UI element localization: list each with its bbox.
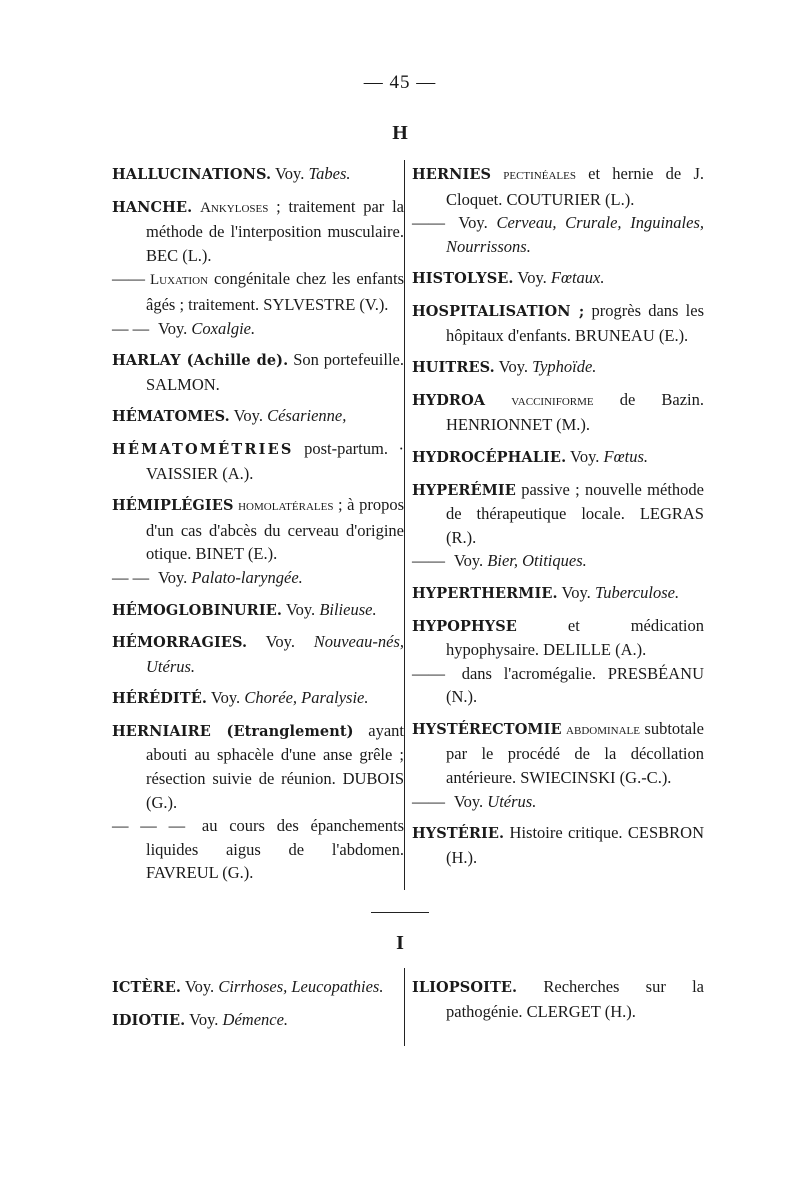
entry-subject: vacciniforme [511, 392, 594, 409]
entry-text: Son portefeuille. SALMON. [146, 350, 404, 394]
sub-entry-dash: —— [112, 269, 145, 289]
sub-entry [112, 814, 404, 885]
index-entry [412, 717, 704, 813]
sub-entry-dash: —— [412, 791, 445, 811]
sub-entry [112, 267, 404, 316]
cross-reference: Fœtus. [603, 446, 648, 466]
entry-text: Voy. [494, 357, 533, 377]
entry-text: de Bazin. HENRIONNET (M.). [446, 389, 704, 435]
i-right-column [412, 975, 704, 1031]
sub-entry [412, 790, 704, 814]
entry-text: Voy. [185, 1009, 223, 1029]
entry-text: Histoire critique. CESBRON (H.). [446, 823, 704, 867]
entry-text: Voy. [513, 268, 551, 288]
cross-reference: Utérus. [487, 791, 537, 811]
entry-text: au cours des épanchements liquides aigus de l'abdomen. FAVREUL (G.). [146, 816, 404, 883]
i-left-column [112, 975, 404, 1040]
index-entry [112, 437, 404, 485]
entry-text: post-partum. · VAISSIER (A.). [146, 438, 404, 483]
entry-text: ayant abouti au sphacèle d'une anse grêle ; résection suivie de réunion. DUBOIS (G.). [146, 720, 405, 812]
index-entry [112, 404, 404, 429]
index-entry [112, 348, 404, 396]
entry-text: et médication hypophysaire. DELILLE (A.). [446, 615, 704, 660]
entry-heading: HÉMIPLÉGIES [112, 497, 234, 515]
entry-heading: HÉMATOMES. [112, 408, 230, 426]
cross-reference: Tuberculose. [594, 582, 680, 602]
cross-reference: Cirrhoses, Leucopathies. [218, 977, 384, 996]
index-entry [412, 266, 704, 291]
sub-entry-dash: — — [112, 318, 150, 338]
index-entry [112, 1008, 404, 1033]
cross-reference: Cerveau, Crurale, Inguinales, Nourrissons. [446, 213, 705, 256]
sub-entry [412, 662, 704, 709]
index-entry [112, 195, 404, 341]
entry-heading: HÉMOGLOBINURIE. [112, 601, 283, 619]
cross-reference: Typhoïde. [532, 357, 597, 377]
index-entry [412, 581, 704, 606]
sub-entry [412, 211, 705, 258]
entry-heading: HÉRÉDITÉ. [112, 690, 208, 708]
entry-text: Recherches sur la pathogénie. CLERGET (H.). [446, 977, 704, 1021]
index-entry [112, 719, 404, 885]
entry-text: Voy. [566, 446, 604, 466]
entry-text: subtotale par le procédé de la décollation antérieure. SWIECINSKI (G.-C.). [446, 718, 704, 788]
h-right-column [412, 162, 704, 877]
entry-text: Voy. [450, 551, 488, 571]
entry-heading: HYPERÉMIE [412, 481, 516, 499]
entry-subject: pectinéales [503, 167, 576, 183]
entry-heading: HERNIES [412, 166, 492, 183]
cross-reference: Palato-laryngée. [191, 567, 303, 587]
entry-subject: Luxation [150, 272, 209, 289]
index-entry [112, 493, 404, 589]
entry-heading: HYPERTHERMIE. [412, 584, 558, 602]
entry-heading: HARLAY (Achille de). [112, 352, 289, 370]
section-heading-h: H [392, 122, 408, 144]
index-entry [112, 162, 404, 187]
cross-reference: Chorée, Paralysie. [244, 688, 369, 708]
index-entry [412, 478, 704, 573]
entry-text: Voy. [154, 567, 192, 587]
sub-entry-dash: —— [412, 551, 445, 571]
index-entry [412, 355, 704, 380]
index-entry [112, 630, 404, 678]
cross-reference: Tabes. [308, 164, 351, 183]
index-entry [412, 299, 704, 347]
entry-heading: HYPOPHYSE [412, 617, 517, 635]
section-separator [371, 912, 429, 913]
entry-text: Voy. [450, 213, 497, 233]
entry-heading: HYSTÉRIE. [412, 825, 505, 843]
entry-text: et hernie de J. Cloquet. COUTURIER (L.). [446, 164, 704, 209]
index-entry [112, 975, 404, 1000]
entry-text: dans l'acromégalie. PRESBÉANU (N.). [446, 663, 704, 707]
cross-reference: Césarienne, [267, 406, 347, 426]
cross-reference: Nouveau-nés, Utérus. [146, 632, 404, 676]
entry-text: Voy. [557, 582, 595, 602]
entry-text: ; à propos d'un cas d'abcès du cerveau d'origine otique. BINET (E.). [146, 495, 404, 564]
entry-text: Voy. [181, 977, 219, 996]
entry-heading: HYDROCÉPHALIE. [412, 448, 567, 466]
entry-text: Voy. [282, 599, 320, 619]
entry-heading: HALLUCINATIONS. [112, 166, 272, 183]
entry-heading: IDIOTIE. [112, 1011, 186, 1029]
entry-text: ; traitement par la méthode de l'interposition musculaire. BEC (L.). [146, 196, 405, 265]
sub-entry-dash: —— [412, 213, 445, 233]
entry-heading: HYDROA [412, 391, 486, 409]
sub-entry [112, 317, 404, 341]
index-entry [412, 975, 704, 1023]
sub-entry-dash: —— [412, 663, 445, 683]
index-entry [412, 162, 704, 258]
cross-reference: Coxalgie. [191, 318, 256, 338]
entry-subject: abdominale [566, 721, 640, 738]
page-number: — 45 — [363, 72, 437, 93]
section-heading-i: I [396, 932, 404, 954]
entry-text: Voy. [271, 164, 309, 183]
sub-entry [412, 549, 704, 573]
entry-subject: homolatérales [238, 498, 334, 515]
h-left-column [112, 162, 404, 893]
entry-heading: HISTOLYSE. [412, 270, 514, 288]
index-entry [412, 614, 704, 709]
entry-text: progrès dans les hôpitaux d'enfants. BRUNEAU (E.). [446, 300, 704, 345]
entry-heading: HÉMORRAGIES. [112, 634, 248, 652]
index-entry [412, 821, 704, 869]
cross-reference: Bilieuse. [319, 599, 377, 619]
cross-reference: Fœtaux. [550, 268, 605, 288]
entry-heading: HANCHE. [112, 198, 193, 216]
entry-text: Voy. [207, 688, 245, 708]
entry-heading: ICTÈRE. [112, 979, 182, 996]
entry-text: Voy. [247, 632, 314, 652]
entry-text: passive ; nouvelle méthode de thérapeutique locale. LEGRAS (R.). [446, 479, 704, 547]
entry-text: Voy. [229, 406, 268, 426]
index-entry [412, 388, 704, 437]
entry-text: Voy. [154, 318, 192, 338]
column-divider-h [404, 160, 405, 890]
entry-heading: HÉMATOMÉTRIES [112, 440, 294, 458]
index-entry [112, 686, 404, 711]
entry-heading: HERNIAIRE (Etranglement) [112, 722, 354, 740]
sub-entry [112, 566, 404, 590]
index-entry [412, 445, 704, 470]
entry-heading: HOSPITALISATION ; [412, 302, 585, 320]
entry-text: congénitale chez les enfants âgés ; traitement. SYLVESTRE (V.). [146, 269, 404, 314]
cross-reference: Démence. [222, 1009, 289, 1029]
column-divider-i [404, 968, 405, 1046]
cross-reference: Bier, Otitiques. [487, 551, 587, 571]
sub-entry-dash: — — [112, 567, 150, 587]
entry-text: Voy. [450, 791, 488, 811]
index-entry [112, 598, 404, 623]
entry-heading: HYSTÉRECTOMIE [412, 720, 562, 738]
sub-entry-dash: — — — [112, 816, 186, 836]
entry-subject: Ankyloses [200, 199, 269, 216]
entry-heading: HUITRES. [412, 359, 495, 377]
entry-heading: ILIOPSOITE. [412, 979, 518, 996]
